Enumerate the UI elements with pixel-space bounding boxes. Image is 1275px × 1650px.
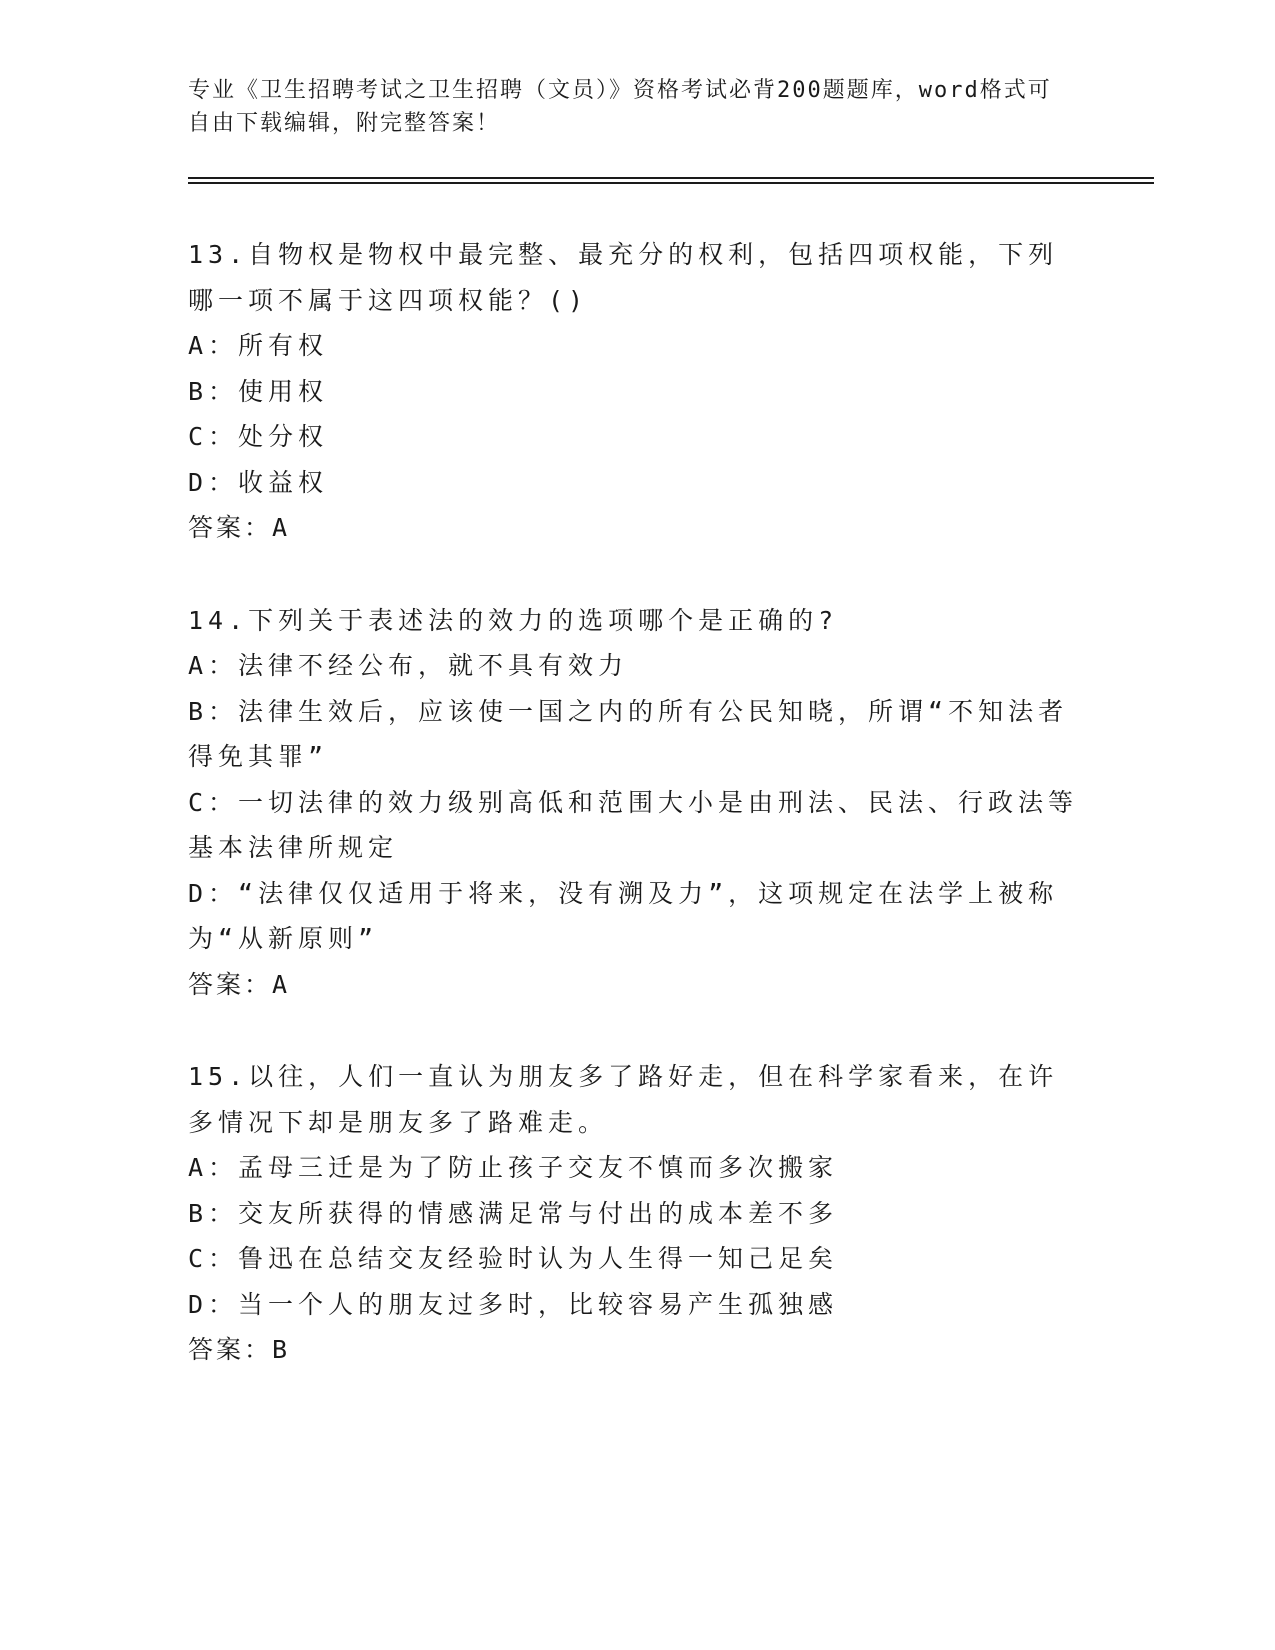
option-c: C：一切法律的效力级别高低和范围大小是由刑法、民法、行政法等基本法律所规定	[188, 787, 1079, 862]
option-c: C：鲁迅在总结交友经验时认为人生得一知己足矣	[188, 1244, 839, 1273]
answer-value: B	[272, 1335, 291, 1364]
option-b: B：交友所获得的情感满足常与付出的成本差不多	[188, 1198, 839, 1228]
question-stem: 14.下列关于表述法的效力的选项哪个是正确的?	[188, 605, 839, 635]
option-a: A：法律不经公布，就不具有效力	[188, 651, 629, 680]
answer-value: A	[272, 513, 291, 542]
answer	[188, 505, 1088, 551]
option-b: B：使用权	[188, 376, 329, 406]
answer-value: A	[272, 969, 291, 999]
option-d: D：“法律仅仅适用于将来，没有溯及力”，这项规定在法学上被称为“从新原则”	[188, 878, 1059, 953]
option-c: C：处分权	[188, 422, 329, 451]
answer-label: 答案：	[188, 513, 273, 542]
option-d: D：收益权	[188, 467, 329, 497]
document-header: 专业《卫生招聘考试之卫生招聘（文员）》资格考试必背200题题库，word格式可自由下载编辑，附完整答案！	[188, 78, 1052, 136]
answer-label: 答案：	[188, 1335, 273, 1364]
option-a: A：孟母三迁是为了防止孩子交友不慎而多次搬家	[188, 1153, 839, 1182]
option-b: B：法律生效后，应该使一国之内的所有公民知晓，所谓“不知法者得免其罪”	[188, 696, 1069, 771]
header-divider-top	[188, 177, 1154, 179]
question-stem: 15.以往，人们一直认为朋友多了路好走，但在科学家看来，在许多情况下却是朋友多了路难走。	[188, 1062, 1059, 1137]
question-stem: 13.自物权是物权中最完整、最充分的权利，包括四项权能，下列哪一项不属于这四项权能？()	[188, 240, 1059, 315]
option-d: D：当一个人的朋友过多时，比较容易产生孤独感	[188, 1289, 839, 1319]
question-14	[188, 598, 1088, 1008]
answer	[188, 962, 1088, 1008]
header-divider-bottom	[188, 182, 1154, 184]
option-a: A：所有权	[188, 331, 329, 360]
question-15	[188, 1054, 1088, 1373]
answer-label: 答案：	[188, 969, 273, 999]
answer	[188, 1327, 1088, 1373]
question-13	[188, 232, 1088, 551]
question-list	[188, 232, 1088, 1420]
